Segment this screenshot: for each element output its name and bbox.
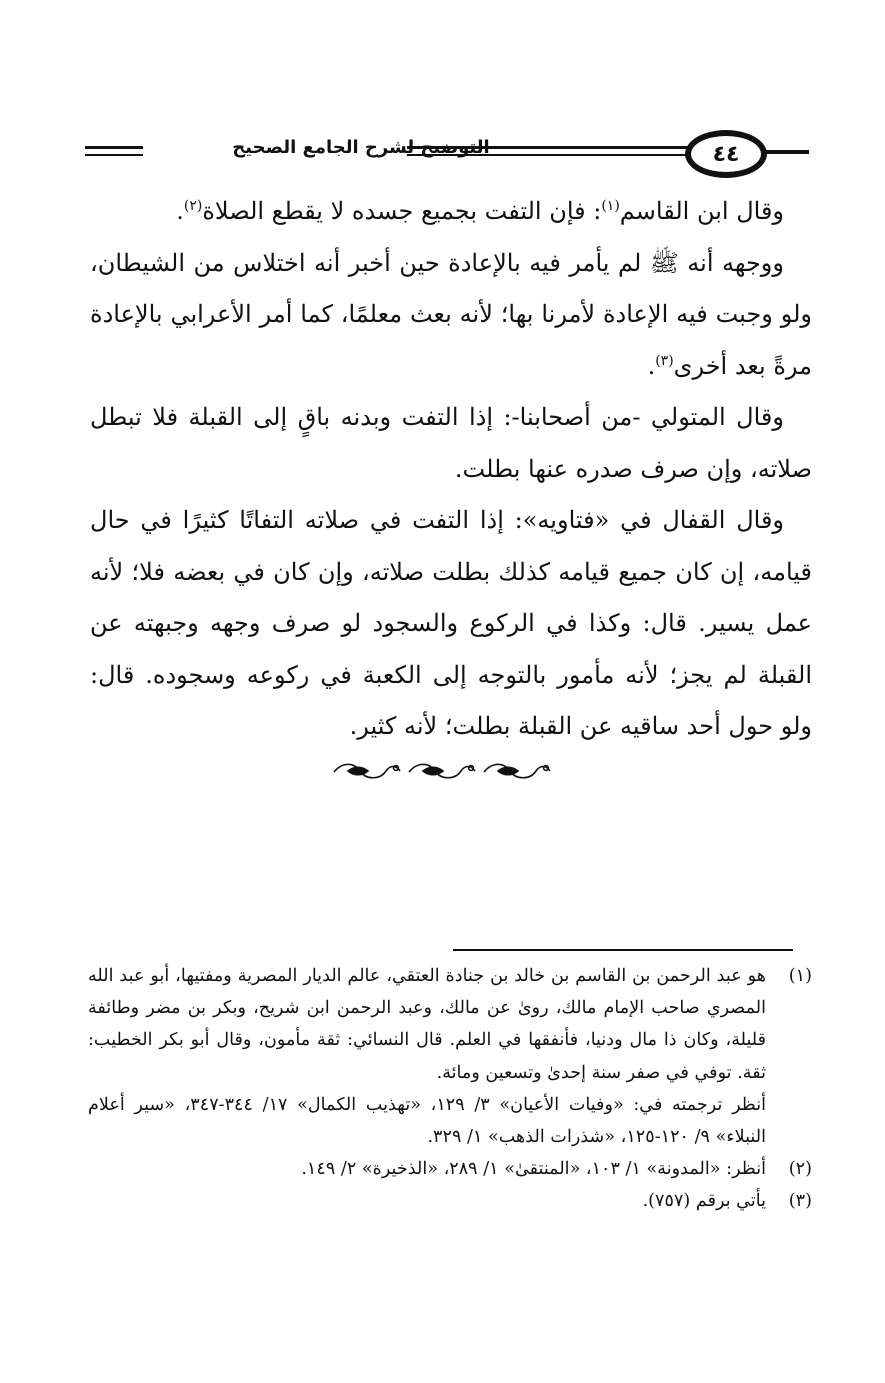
ornament-divider [330, 758, 555, 784]
footnote-ref-3: (٣) [655, 352, 674, 369]
ornament-flourish-2 [409, 764, 475, 777]
footnote-number: (٢) [788, 1159, 812, 1180]
footnote-text [88, 960, 766, 1153]
footnotes [88, 960, 812, 1218]
header-rule-left-top [85, 146, 143, 149]
header-rule-left-bottom [85, 154, 143, 156]
footnote-text [88, 1185, 766, 1217]
page-number-badge [685, 130, 767, 178]
main-text [90, 186, 812, 753]
footnote-ref-2: (٢) [183, 198, 203, 214]
footnote-1 [88, 960, 812, 1153]
footnote-number: (١) [788, 966, 812, 986]
footnote-line: هو عبد الرحمن بن القاسم بن خالد بن جنادة العتقي، عالم الديار المصرية ومفتيها، أبو عبد الله المصري صاحب الإمام مالك، روىٰ عن مالك، وعبد الرحمن ابن شريح، وبكر بن مضر وطائفة قليلة، وكان ذا مال ودنيا، فأنفقها في العلم. قال النسائي: ثقة مأمون، وقال أبو بكر الخطيب: ثقة. توفي في صفر سنة إحدىٰ وتسعين ومائة. [88, 966, 766, 1083]
footnote-line: أنظر ترجمته في: «وفيات الأعيان» ٣/ ١٢٩، «تهذيب الكمال» ١٧/ ٣٤٤-٣٤٧، «سير أعلام النبلاء» ٩/ ١٢٠-١٢٥، «شذرات الذهب» ١/ ٣٢٩. [88, 1094, 766, 1148]
page-header [85, 124, 809, 188]
page-number: ٤٤ [712, 141, 740, 167]
footnote-separator [453, 949, 793, 951]
footnote-text [88, 1153, 766, 1185]
running-title: التوضيح لشرح الجامع الصحيح [232, 137, 490, 158]
footnote-line: يأتي برقم (٧٥٧). [642, 1191, 766, 1212]
header-rule-middle-bottom [407, 154, 689, 156]
paragraph-2: ووجهه أنه ﷺ لم يأمر فيه بالإعادة حين أخبر أنه اختلاس من الشيطان، ولو وجبت فيه الإعادة لأمرنا بها؛ لأنه بعث معلمًا، كما أمر الأعرابي بالإعادة مرةً بعد أخرى$^{(٣)}$. [90, 248, 812, 380]
footnote-number: (٣) [788, 1191, 812, 1212]
ornament-flourish-3 [484, 764, 550, 777]
paragraph-3: وقال المتولي -من أصحابنا-: إذا التفت وبدنه باقٍ إلى القبلة فلا تبطل صلاته، وإن صرف صدره عنها بطلت. [90, 403, 812, 483]
paragraph-1: وقال ابن القاسم$^{(١)}$: فإن التفت بجميع جسده لا يقطع الصلاة$^{(٢)}$. [176, 197, 784, 225]
header-rule-middle-top [407, 146, 689, 149]
footnote-2 [88, 1153, 812, 1185]
footnote-3 [88, 1185, 812, 1217]
header-rule-right [763, 150, 809, 154]
ornament-flourish-1 [334, 764, 400, 777]
footnote-ref-1: (١) [601, 198, 620, 214]
paragraph-4: وقال القفال في «فتاويه»: إذا التفت في صلاته التفاتًا كثيرًا في حال قيامه، إن كان جميع قيامه كذلك بطلت صلاته، وإن كان في بعضه فلا؛ لأنه عمل يسير. قال: وكذا في الركوع والسجود لو صرف وجهه وجبهته عن القبلة لم يجز؛ لأنه مأمور بالتوجه إلى الكعبة في ركوعه وسجوده. قال: ولو حول أحد ساقيه عن القبلة بطلت؛ لأنه كثير. [90, 506, 812, 740]
footnote-line: أنظر: «المدونة» ١/ ١٠٣، «المنتقىٰ» ١/ ٢٨٩، «الذخيرة» ٢/ ١٤٩. [301, 1159, 766, 1180]
